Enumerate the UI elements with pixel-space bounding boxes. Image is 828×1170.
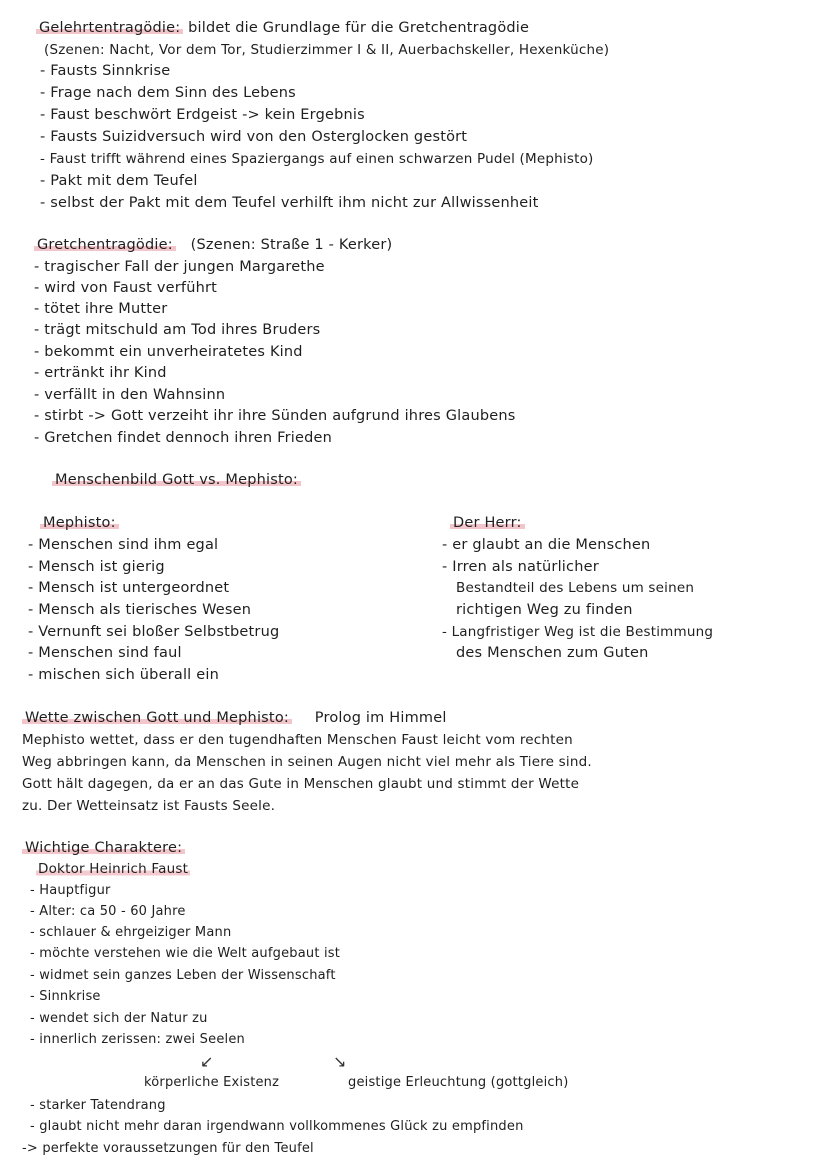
gretchen-scenes: (Szenen: Straße 1 - Kerker) (190, 237, 393, 253)
list-item: - Menschen sind ihm egal (28, 537, 219, 553)
arrow-down-left-icon: ↙ (200, 1052, 214, 1071)
list-item: - wendet sich der Natur zu (30, 1011, 208, 1026)
list-item: - Mensch als tierisches Wesen (28, 602, 252, 618)
list-item: richtigen Weg zu finden (456, 602, 633, 618)
herr-heading-line (450, 513, 525, 533)
list-item: - trägt mitschuld am Tod ihres Bruders (34, 322, 321, 338)
list-item: - Irren als natürlicher (442, 559, 599, 575)
list-item: - tötet ihre Mutter (34, 301, 168, 317)
list-item: - Faust beschwört Erdgeist -> kein Ergebnis (40, 107, 365, 123)
wette-line: Mephisto wettet, dass er den tugendhaften Menschen Faust leicht vom rechten (22, 732, 573, 748)
list-item: - widmet sein ganzes Leben der Wissenschaft (30, 968, 336, 983)
list-item: - Alter: ca 50 - 60 Jahre (30, 904, 186, 919)
faust-heading: Doktor Heinrich Faust (38, 861, 189, 877)
list-item: - wird von Faust verführt (34, 280, 218, 296)
list-item: - stirbt -> Gott verzeiht ihr ihre Sünden aufgrund ihres Glaubens (34, 408, 516, 424)
list-item: - er glaubt an die Menschen (442, 537, 651, 553)
wette-heading-line (22, 708, 447, 728)
arrow-down-right-icon: ↘ (333, 1052, 347, 1071)
list-item: - möchte verstehen wie die Welt aufgebaut ist (30, 946, 341, 961)
list-item: - Frage nach dem Sinn des Lebens (40, 85, 296, 101)
charaktere-heading: Wichtige Charaktere: (22, 840, 185, 856)
list-item: - Fausts Suizidversuch wird von den Osterglocken gestört (40, 129, 468, 145)
list-item: - schlauer & ehrgeiziger Mann (30, 925, 232, 940)
gelehrten-heading-rest: bildet die Grundlage für die Gretchentragödie (188, 20, 530, 36)
seele-koerperlich: körperliche Existenz (144, 1075, 280, 1090)
menschenbild-heading-line (52, 470, 301, 490)
list-item: - Sinnkrise (30, 989, 101, 1004)
mephisto-heading: Mephisto: (40, 515, 119, 531)
list-item: - verfällt in den Wahnsinn (34, 387, 226, 403)
gelehrten-scenes: (Szenen: Nacht, Vor dem Tor, Studierzimmer I & II, Auerbachskeller, Hexenküche) (44, 42, 610, 58)
list-item: - glaubt nicht mehr daran irgendwann vollkommenes Glück zu empfinden (30, 1119, 524, 1134)
herr-heading: Der Herr: (450, 515, 525, 531)
gelehrten-heading: Gelehrtentragödie: (36, 20, 183, 36)
faust-heading-line (36, 859, 190, 879)
menschenbild-heading: Menschenbild Gott vs. Mephisto: (52, 472, 301, 488)
list-item: - Pakt mit dem Teufel (40, 173, 198, 189)
wette-subheading: Prolog im Himmel (314, 710, 447, 726)
mephisto-heading-line (40, 513, 119, 533)
list-item: - Hauptfigur (30, 883, 111, 898)
gretchen-heading-line (34, 235, 392, 255)
list-item: - Faust trifft während eines Spaziergangs auf einen schwarzen Pudel (Mephisto) (40, 151, 594, 167)
list-item: -> perfekte voraussetzungen für den Teufel (22, 1141, 314, 1156)
list-item: Bestandteil des Lebens um seinen (456, 580, 695, 596)
list-item: - Mensch ist gierig (28, 559, 165, 575)
list-item: - Fausts Sinnkrise (40, 63, 171, 79)
gelehrten-heading-line (36, 18, 529, 38)
list-item: - Menschen sind faul (28, 645, 182, 661)
list-item: - Langfristiger Weg ist die Bestimmung (442, 624, 714, 640)
list-item: - Gretchen findet dennoch ihren Frieden (34, 430, 332, 446)
list-item: - starker Tatendrang (30, 1098, 166, 1113)
list-item: - mischen sich überall ein (28, 667, 219, 683)
wette-line: Gott hält dagegen, da er an das Gute in Menschen glaubt und stimmt der Wette (22, 776, 580, 792)
list-item: - Mensch ist untergeordnet (28, 580, 230, 596)
wette-line: Weg abbringen kann, da Menschen in seinen Augen nicht viel mehr als Tiere sind. (22, 754, 592, 770)
list-item: - tragischer Fall der jungen Margarethe (34, 259, 325, 275)
list-item: - innerlich zerissen: zwei Seelen (30, 1032, 245, 1047)
wette-heading: Wette zwischen Gott und Mephisto: (22, 710, 292, 726)
list-item: - selbst der Pakt mit dem Teufel verhilft ihm nicht zur Allwissenheit (40, 195, 539, 211)
seele-geistig: geistige Erleuchtung (gottgleich) (348, 1075, 569, 1090)
wette-line: zu. Der Wetteinsatz ist Fausts Seele. (22, 798, 276, 814)
list-item: - ertränkt ihr Kind (34, 365, 167, 381)
list-item: - Vernunft sei bloßer Selbstbetrug (28, 624, 280, 640)
list-item: - bekommt ein unverheiratetes Kind (34, 344, 303, 360)
gretchen-heading: Gretchentragödie: (34, 237, 176, 253)
list-item: des Menschen zum Guten (456, 645, 649, 661)
charaktere-heading-line (22, 838, 185, 858)
